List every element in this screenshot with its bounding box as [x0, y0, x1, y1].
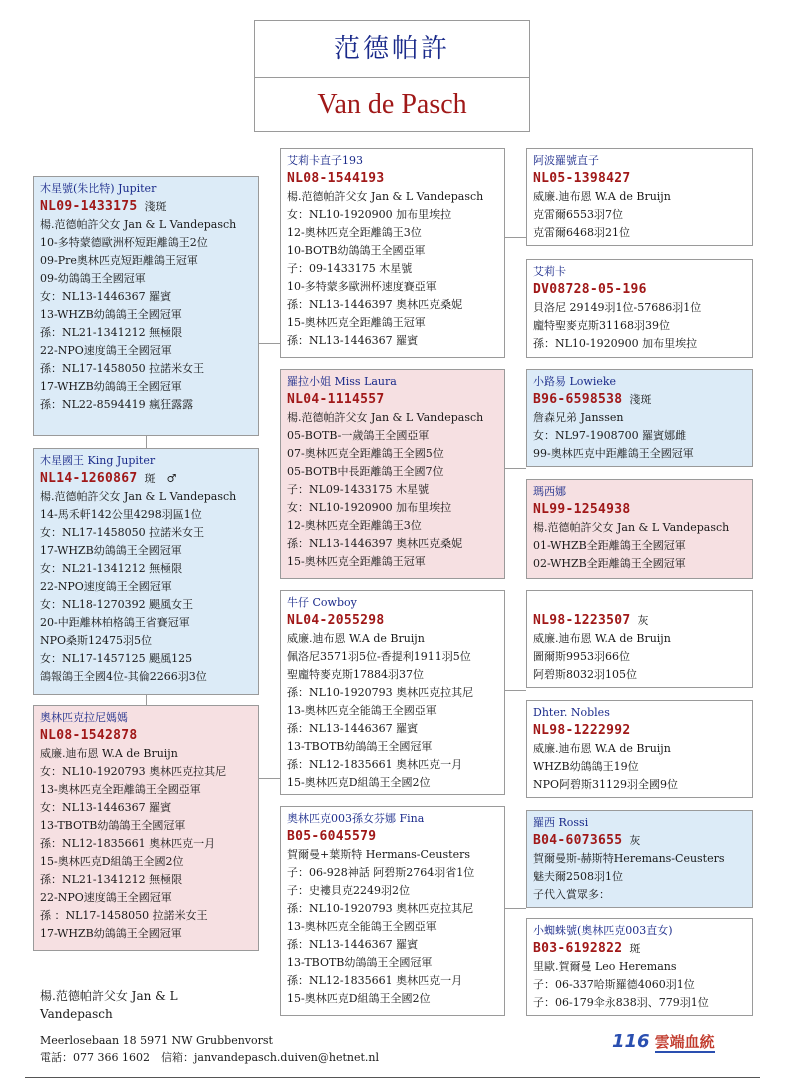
pedigree-line: 20-中距離林柏格鴿王省賽冠軍 — [40, 616, 190, 629]
pedigree-lines — [287, 846, 498, 1008]
pedigree-line: 威廉.迪布恩 W.A de Bruijn — [533, 742, 671, 755]
pedigree-line: 13-奧林匹克全距離鴿王全國亞軍 — [40, 783, 201, 796]
pedigree-line: WHZB幼鴿鴿王19位 — [533, 760, 639, 773]
ring-number: NL08-1544193 — [287, 171, 385, 186]
pedigree-line: 15-奧林匹克全距離鴿王冠軍 — [287, 316, 426, 329]
pedigree-line: 99-奧林匹克中距離鴿王全國冠軍 — [533, 447, 694, 460]
connector-line — [146, 436, 147, 448]
pigeon-name: 阿波羅號直子 — [533, 154, 599, 167]
pedigree-line: 05-BOTB中長距離鴿王全國7位 — [287, 465, 444, 478]
pigeon-name: Dhter. Nobles — [533, 706, 610, 719]
ring-number: B96-6598538 — [533, 392, 623, 407]
pedigree-lines — [287, 630, 498, 792]
pedigree-line: 阿碧斯8032羽105位 — [533, 668, 637, 681]
pedigree-line: 女：NL10-1920900 加布里埃拉 — [287, 501, 452, 514]
pedigree-line: 孫：NL12-1835661 奧林匹克一月 — [287, 758, 463, 771]
pedigree-line: 孫 ：NL17-1458050 拉諾米女王 — [40, 909, 208, 922]
pedigree-line: 孫：NL12-1835661 奧林匹克一月 — [287, 974, 463, 987]
pigeon-name: 奧林匹克拉尼媽媽 — [40, 711, 128, 724]
pedigree-lines — [40, 488, 252, 686]
pedigree-line: 女：NL17-1458050 拉諾米女王 — [40, 526, 205, 539]
pedigree-line: 15-奧林匹克全距離鴿王冠軍 — [287, 555, 426, 568]
pedigree-line: 孫：NL10-1920900 加布里埃拉 — [533, 337, 698, 350]
pedigree-line: 孫：NL13-1446367 羅賓 — [287, 334, 419, 347]
pedigree-line: NPO桑斯12475羽5位 — [40, 634, 153, 647]
sss-card — [526, 148, 753, 246]
pedigree-line: 子：NL09-1433175 木星號 — [287, 483, 430, 496]
connector-line — [505, 908, 526, 909]
pedigree-line: 龐特聖麥克斯31168羽39位 — [533, 319, 670, 332]
pigeon-name: 奧林匹克003孫女芬娜 Fina — [287, 812, 425, 825]
pedigree-line: 01-WHZB全距離鴿王全國冠軍 — [533, 539, 686, 552]
pedigree-line: 威廉.迪布恩 W.A de Bruijn — [533, 190, 671, 203]
pedigree-line: 17-WHZB幼鴿鴿王全國冠軍 — [40, 544, 182, 557]
pedigree-line: 孫：NL22-8594419 瘋狂露露 — [40, 398, 194, 411]
ring-number: B03-6192822 — [533, 941, 623, 956]
pedigree-line: 05-BOTB-一歲鴿王全國亞軍 — [287, 429, 430, 442]
pedigree-line: 22-NPO速度鴿王全國冠軍 — [40, 344, 172, 357]
pedigree-line: 孫：NL10-1920793 奧林匹克拉其尼 — [287, 686, 474, 699]
pedigree-line: 子：06-337哈斯羅德4060羽1位 — [533, 978, 695, 991]
color-label: 斑 ♂ — [144, 472, 177, 485]
page-title-chinese: 范德帕許 — [255, 21, 529, 78]
title-box — [254, 20, 530, 132]
ring-number: NL98-1222992 — [533, 723, 631, 738]
pedigree-line: 女：NL18-1270392 颶風女王 — [40, 598, 194, 611]
pigeon-name: 羅拉小姐 Miss Laura — [287, 375, 397, 388]
pedigree-line: 女：NL97-1908700 羅賓娜雌 — [533, 429, 687, 442]
pigeon-name: 艾莉卡直子193 — [287, 154, 363, 167]
pigeon-name: 小蜘蛛號(奧林匹克003直女) — [533, 924, 673, 937]
dss-card — [526, 590, 753, 688]
pedigree-line: 女：NL13-1446367 羅賓 — [40, 290, 172, 303]
ring-number: NL08-1542878 — [40, 728, 138, 743]
ring-number: NL14-1260867 — [40, 471, 138, 486]
pedigree-line: 圖爾斯9953羽66位 — [533, 650, 630, 663]
subject-card — [33, 176, 259, 436]
pedigree-line: 12-奧林匹克全距離鴿王3位 — [287, 519, 422, 532]
pedigree-line: 女：NL21-1341212 無極限 — [40, 562, 183, 575]
color-label: 淺斑 — [144, 200, 167, 213]
ring-number: NL04-1114557 — [287, 392, 385, 407]
pedigree-line: 女：NL17-1457125 颶風125 — [40, 652, 193, 665]
pedigree-lines — [40, 745, 252, 943]
pedigree-line: 貝洛尼 29149羽1位-57686羽1位 — [533, 301, 702, 314]
pedigree-line: 17-WHZB幼鴿鴿王全國冠軍 — [40, 927, 182, 940]
pedigree-line: 里歐.賀爾曼 Leo Heremans — [533, 960, 677, 973]
pedigree-line: 15-奧林匹克D組鴿王全國2位 — [287, 992, 431, 1005]
pedigree-line: 22-NPO速度鴿王全國冠軍 — [40, 891, 172, 904]
connector-line — [505, 237, 526, 238]
color-label: 斑 — [629, 942, 641, 955]
sds-card — [526, 369, 753, 467]
logo-text: 雲端血統 — [654, 1033, 715, 1051]
pedigree-line: 13-TBOTB幼鴿鴿王全國冠軍 — [287, 956, 433, 969]
pedigree-line: 孫：NL12-1835661 奧林匹克一月 — [40, 837, 216, 850]
pigeon-name: 艾莉卡 — [533, 265, 566, 278]
pedigree-line: 13-TBOTB幼鴿鴿王全國冠軍 — [287, 740, 433, 753]
sire-card — [33, 448, 259, 695]
pedigree-line: 威廉.迪布恩 W.A de Bruijn — [287, 632, 425, 645]
owner-address: Meerlosebaan 18 5971 NW Grubbenvorst — [40, 1034, 273, 1047]
pedigree-line: 07-奧林匹克全距離鴿王全國5位 — [287, 447, 444, 460]
ring-number: NL05-1398427 — [533, 171, 631, 186]
pedigree-line: 孫：NL21-1341212 無極限 — [40, 873, 183, 886]
connector-line — [505, 468, 526, 469]
dds-card — [526, 810, 753, 908]
sire-dam-card — [280, 369, 505, 579]
pedigree-line: 09-幼鴿鴿王全國冠軍 — [40, 272, 146, 285]
pedigree-line: 22-NPO速度鴿王全國冠軍 — [40, 580, 172, 593]
pedigree-line: 佩洛尼3571羽5位-香提利1911羽5位 — [287, 650, 471, 663]
pedigree-line: 賀爾曼斯-赫斯特Heremans-Ceusters — [533, 852, 725, 865]
connector-line — [505, 690, 526, 691]
dam-sire-card — [280, 590, 505, 795]
color-label: 灰 — [629, 834, 641, 847]
ring-number: NL98-1223507 — [533, 613, 631, 628]
ring-number: NL04-2055298 — [287, 613, 385, 628]
pedigree-line: 女：NL10-1920900 加布里埃拉 — [287, 208, 452, 221]
pigeon-name: 羅西 Rossi — [533, 816, 589, 829]
pigeon-name-empty — [533, 594, 746, 612]
pedigree-line: 13-WHZB幼鴿鴿王全國冠軍 — [40, 308, 182, 321]
pedigree-line: 楊.范德帕許父女 Jan & L Vandepasch — [287, 190, 484, 203]
color-label: 淺斑 — [629, 393, 652, 406]
ring-number: DV08728-05-196 — [533, 282, 647, 297]
ssd-card — [526, 259, 753, 358]
pedigree-lines — [40, 216, 252, 414]
pedigree-line: 楊.范德帕許父女 Jan & L Vandepasch — [40, 490, 237, 503]
logo-number: 116 — [612, 1031, 650, 1052]
pedigree-line: 孫：NL13-1446367 羅賓 — [287, 722, 419, 735]
pedigree-line: 孫：NL10-1920793 奧林匹克拉其尼 — [287, 902, 474, 915]
pedigree-line: 14-馬禾軒142公里4298羽區1位 — [40, 508, 202, 521]
brand-logo — [612, 1031, 722, 1055]
pedigree-line: 13-TBOTB幼鴿鴿王全國冠軍 — [40, 819, 186, 832]
pedigree-line: 15-奧林匹克D組鴿王全國2位 — [40, 855, 184, 868]
pedigree-line: 子代入賞眾多： — [533, 888, 610, 901]
pedigree-line: 10-BOTB幼鴿鴿王全國亞軍 — [287, 244, 426, 257]
dsd-card — [526, 700, 753, 798]
pedigree-line: 孫：NL13-1446397 奧林匹克桑妮 — [287, 537, 463, 550]
connector-line — [146, 695, 147, 705]
owner-contact: 電話：077 366 1602 信箱：janvandepasch.duiven@hetnet.nl — [40, 1051, 380, 1064]
pedigree-lines — [287, 188, 498, 350]
ring-number: B05-6045579 — [287, 829, 377, 844]
dam-dam-card — [280, 806, 505, 1016]
pedigree-line: 17-WHZB幼鴿鴿王全國冠軍 — [40, 380, 182, 393]
color-label: 灰 — [637, 614, 649, 627]
pedigree-line: 聖龐特麥克斯17884羽37位 — [287, 668, 424, 681]
pigeon-name: 小路易 Lowieke — [533, 375, 617, 388]
ring-number: B04-6073655 — [533, 833, 623, 848]
pedigree-line: 子：06-179伞永838羽、779羽1位 — [533, 996, 709, 1009]
pedigree-line: 15-奧林匹克D組鴿王全國2位 — [287, 776, 431, 789]
owner-name: 楊.范德帕許父女 Jan & L Vandepasch — [40, 989, 178, 1021]
pigeon-name: 木星國王 King Jupiter — [40, 454, 156, 467]
pedigree-line: 楊.范德帕許父女 Jan & L Vandepasch — [533, 521, 730, 534]
pigeon-name: 木星號(朱比特) Jupiter — [40, 182, 157, 195]
pedigree-line: NPO阿碧斯31129羽全國9位 — [533, 778, 679, 791]
pedigree-line: 克雷爾6553羽7位 — [533, 208, 623, 221]
pedigree-line: 克雷爾6468羽21位 — [533, 226, 630, 239]
connector-line — [259, 778, 280, 779]
sire-sire-card — [280, 148, 505, 358]
pedigree-lines — [287, 409, 498, 571]
pedigree-line: 子：09-1433175 木星號 — [287, 262, 413, 275]
dam-card — [33, 705, 259, 951]
pedigree-line: 孫：NL17-1458050 拉諾米女王 — [40, 362, 205, 375]
pedigree-line: 子：06-928神話 阿碧斯2764羽省1位 — [287, 866, 475, 879]
pedigree-line: 威廉.迪布恩 W.A de Bruijn — [40, 747, 178, 760]
bottom-divider — [25, 1077, 760, 1078]
pedigree-line: 女：NL10-1920793 奧林匹克拉其尼 — [40, 765, 227, 778]
pedigree-line: 威廉.迪布恩 W.A de Bruijn — [533, 632, 671, 645]
pedigree-line: 12-奧林匹克全距離鴿王3位 — [287, 226, 422, 239]
pedigree-line: 10-多特蒙德歐洲杯短距離鴿王2位 — [40, 236, 208, 249]
pigeon-name: 瑪西娜 — [533, 485, 566, 498]
pedigree-line: 13-奧林匹克全能鴿王全國亞軍 — [287, 704, 437, 717]
connector-line — [259, 343, 280, 344]
pedigree-line: 孫：NL21-1341212 無極限 — [40, 326, 183, 339]
pedigree-line: 楊.范德帕許父女 Jan & L Vandepasch — [287, 411, 484, 424]
pedigree-line: 女：NL13-1446367 羅賓 — [40, 801, 172, 814]
pedigree-line: 詹森兄弟 Janssen — [533, 411, 624, 424]
pedigree-line: 魅夫爾2508羽1位 — [533, 870, 623, 883]
pedigree-line: 02-WHZB全距離鴿王全國冠軍 — [533, 557, 686, 570]
pedigree-line: 13-奧林匹克全能鴿王全國亞軍 — [287, 920, 437, 933]
pedigree-line: 孫：NL13-1446367 羅賓 — [287, 938, 419, 951]
sdd-card — [526, 479, 753, 579]
pedigree-line: 楊.范德帕許父女 Jan & L Vandepasch — [40, 218, 237, 231]
pedigree-line: 09-Pre奧林匹克短距離鴿王冠軍 — [40, 254, 198, 267]
page-title-english: Van de Pasch — [317, 89, 467, 120]
pedigree-line: 10-多特蒙多歐洲杯速度賽亞軍 — [287, 280, 437, 293]
pedigree-line: 子：史褸貝克2249羽2位 — [287, 884, 410, 897]
ddd-card — [526, 918, 753, 1016]
ring-number: NL09-1433175 — [40, 199, 138, 214]
pigeon-name: 牛仔 Cowboy — [287, 596, 357, 609]
pedigree-line: 鴿報鴿王全國4位-其倫2266羽3位 — [40, 670, 207, 683]
ring-number: NL99-1254938 — [533, 502, 631, 517]
pedigree-line: 孫：NL13-1446397 奧林匹克桑妮 — [287, 298, 463, 311]
pedigree-line: 賀爾曼+葉斯特 Hermans-Ceusters — [287, 848, 470, 861]
